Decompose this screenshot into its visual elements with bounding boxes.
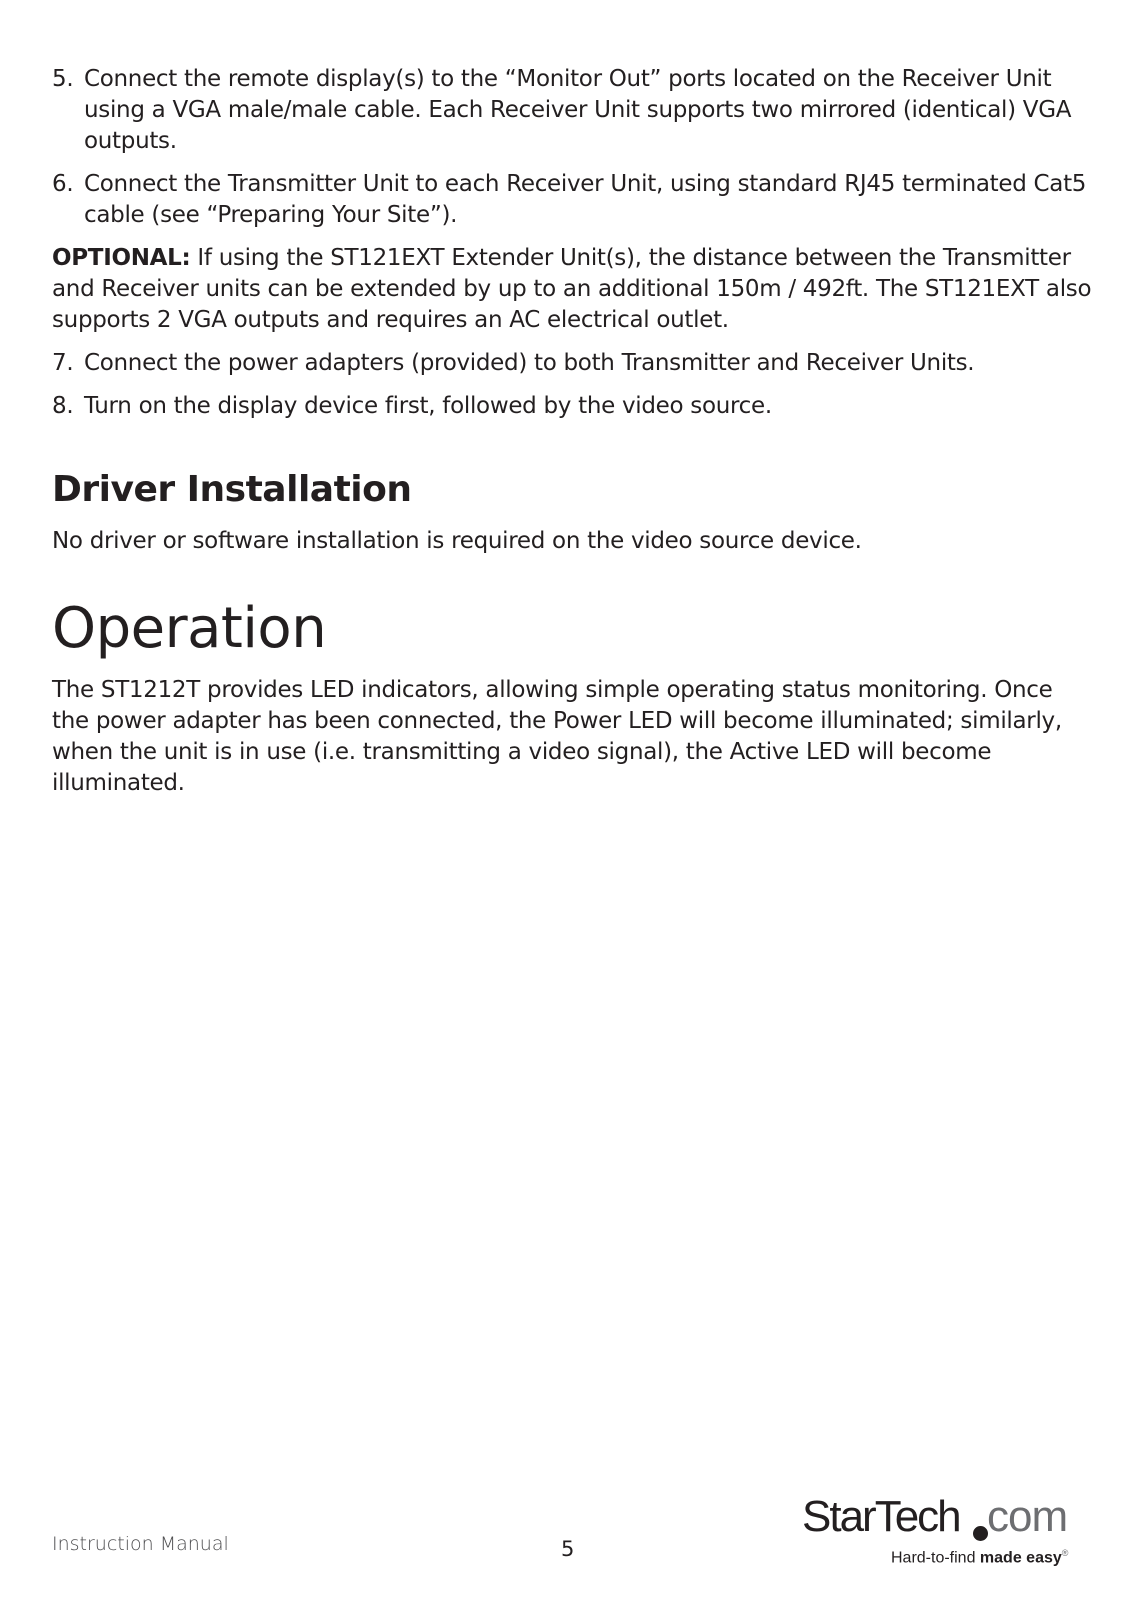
list-item-step-6 bbox=[52, 169, 1092, 231]
step-text: Connect the remote display(s) to the “Monitor Out” ports located on the Receiver Unit using a VGA male/male cable. Each Receiver Unit supports two mirrored (identical) VGA outputs. bbox=[84, 66, 1072, 154]
driver-installation-heading: Driver Installation bbox=[52, 469, 412, 510]
footer-manual-label: Instruction Manual bbox=[52, 1533, 229, 1555]
step-text: Connect the power adapters (provided) to both Transmitter and Receiver Units. bbox=[84, 350, 975, 376]
logo-dot-icon bbox=[973, 1526, 988, 1541]
logo-brand: StarTech bbox=[802, 1492, 960, 1541]
step-number: 5. bbox=[52, 66, 74, 92]
step-number: 7. bbox=[52, 350, 74, 376]
driver-installation-body: No driver or software installation is required on the video source device. bbox=[52, 528, 862, 554]
optional-label: OPTIONAL: bbox=[52, 245, 191, 271]
step-number: 6. bbox=[52, 171, 74, 197]
list-item-step-7 bbox=[52, 348, 1092, 379]
tagline-light: Hard-to-find bbox=[891, 1549, 980, 1567]
startech-logo bbox=[802, 1492, 1092, 1572]
optional-text: If using the ST121EXT Extender Unit(s), the distance between the Transmitter and Receiver units can be extended by up to an additional 150m / 492ft. The ST121EXT also supports 2 VGA outputs and requires an AC electrical outlet. bbox=[52, 245, 1092, 333]
logo-tagline bbox=[891, 1548, 1068, 1567]
list-item-step-8 bbox=[52, 391, 1092, 422]
page-number: 5 bbox=[561, 1537, 575, 1561]
step-text: Connect the Transmitter Unit to each Receiver Unit, using standard RJ45 terminated Cat5 cable (see “Preparing Your Site”). bbox=[84, 171, 1087, 228]
tagline-bold: made easy bbox=[979, 1549, 1062, 1567]
logo-tld: com bbox=[987, 1492, 1068, 1541]
operation-heading: Operation bbox=[52, 596, 327, 661]
operation-body: The ST1212T provides LED indicators, allowing simple operating status monitoring. Once the power adapter has been connected, the Power LED will become illuminated; similarly, when the unit is in use (i.e. transmitting a video signal), the Active LED will become illuminated. bbox=[52, 677, 1062, 796]
list-item-step-5 bbox=[52, 64, 1092, 157]
step-text: Turn on the display device first, followed by the video source. bbox=[84, 393, 772, 419]
registered-mark: ® bbox=[1061, 1548, 1069, 1558]
optional-note bbox=[52, 243, 1092, 336]
manual-content bbox=[52, 64, 1092, 811]
step-number: 8. bbox=[52, 393, 74, 419]
